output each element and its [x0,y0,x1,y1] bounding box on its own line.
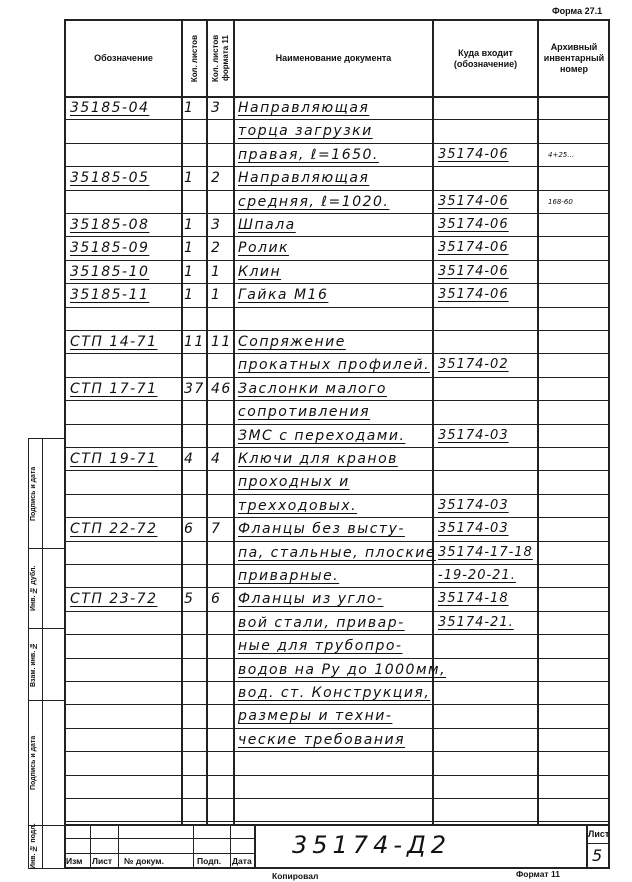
designation-cell: СТП 19-71 [70,451,158,467]
doc-name-line: приварные. [238,568,340,584]
sheets11-cell: 2 [211,170,222,187]
doc-name-line: прокатных профилей. [238,357,431,374]
sheets-cell: 5 [184,591,195,608]
doc-name-line: ческие требования [238,731,406,748]
doc-name-line: Направляющая [238,170,370,187]
designation-cell: СТП 17-71 [70,380,158,397]
footer-format: Формат 11 [516,869,560,879]
where-used-cell: -19-20-21. [438,568,516,583]
designation-cell: СТП 22-72 [70,521,158,538]
doc-name-line: торца загрузки [238,123,373,140]
doc-name-line: трехходовых. [238,497,358,514]
sheets11-cell: 11 [211,334,232,350]
sheets-cell: 6 [184,521,195,538]
side-label-sign-date-2: Подпись и дата [30,466,37,522]
doc-name-line: размеры и техни- [238,708,393,725]
where-used-cell: 35174-06 [438,287,509,303]
doc-name-line: Гайка М16 [238,287,329,304]
doc-name-line: Ролик [238,240,290,257]
designation-cell: 35185-08 [70,217,150,233]
designation-cell: 35185-05 [70,170,150,187]
where-used-cell: 35174-06 [438,217,509,232]
tb-col-izm: Изм [66,856,83,866]
sheets11-cell: 3 [211,100,222,116]
sheets-cell: 1 [184,170,195,187]
archive-note: 168-60 [548,197,573,206]
doc-name-line: средняя, ℓ=1020. [238,193,390,210]
sheets-cell: 1 [184,100,195,116]
doc-name-line: Заслонки малого [238,380,387,397]
tb-col-list: Лист [92,856,113,866]
where-used-cell: 35174-02 [438,357,509,373]
where-used-cell: 35174-03 [438,521,509,537]
where-used-cell: 35174-21. [438,614,514,630]
sheet-label: Лист [588,829,610,839]
sheets-cell: 37 [184,380,205,397]
header-sheets-format11: Кол. листов формата 11 [210,34,230,83]
header-sheets: Кол. листов [189,34,199,83]
designation-cell: 35185-10 [70,263,150,280]
doc-name-line: ные для трубопро- [238,638,403,655]
designation-cell: 35185-04 [70,100,150,116]
designation-cell: 35185-09 [70,240,150,257]
doc-number: 35174-Д2 [292,831,452,859]
designation-cell: СТП 14-71 [70,334,158,350]
designation-cell: СТП 23-72 [70,591,158,608]
side-label-inv-podl: Инв. № подл. [30,823,37,869]
tb-col-doc: № докум. [124,856,164,866]
sheets11-cell: 3 [211,217,222,233]
header-archive: Архивный инвентарный номер [543,42,605,74]
sheets-cell: 1 [184,217,195,233]
doc-name-line: водов на Ру до 1000мм, [238,661,447,678]
doc-name-line: Сопряжение [238,334,346,350]
where-used-cell: 35174-06 [438,263,509,279]
form-label: Форма 27.1 [552,6,603,16]
header-where-used: Куда входит (обозначение) [453,47,518,69]
sheets11-cell: 6 [211,591,222,608]
doc-name-line: Шпала [238,217,296,233]
doc-name-line: Направляющая [238,100,370,116]
where-used-cell: 35174-06 [438,146,509,162]
doc-name-line: вод. ст. Конструкция, [238,685,431,701]
sheets11-cell: 7 [211,521,222,538]
sheets-cell: 1 [184,287,195,304]
header-doc-name: Наименование документа [275,53,392,63]
where-used-cell: 35174-03 [438,497,509,513]
doc-name-line: па, стальные, плоские [238,544,437,561]
doc-name-line: проходных и [238,474,350,491]
doc-name-line: Ключи для кранов [238,451,398,467]
sheets11-cell: 46 [211,380,232,397]
sheet-number: 5 [592,846,604,865]
header-designation: Обозначение [94,53,153,63]
side-label-inv-dubl: Инв. № дубл. [30,565,37,611]
doc-name-line: ЗМС с переходами. [238,427,406,444]
sheets11-cell: 4 [211,451,222,467]
sheets11-cell: 1 [211,263,222,280]
where-used-cell: 35174-06 [438,240,509,256]
sheets-cell: 1 [184,263,195,280]
footer-copied: Копировал [272,871,319,881]
where-used-cell: 35174-03 [438,427,509,443]
doc-name-line: правая, ℓ=1650. [238,146,379,163]
where-used-cell: 35174-06 [438,193,509,209]
where-used-cell: 35174-18 [438,591,509,607]
tb-col-sign: Подп. [197,856,222,866]
doc-name-line: сопротивления [238,404,371,421]
doc-name-line: Клин [238,263,282,280]
doc-name-line: Фланцы без высту- [238,521,405,538]
sheets-cell: 11 [184,334,205,350]
side-label-sign-date-1: Подпись и дата [30,735,37,790]
doc-name-line: Фланцы из угло- [238,591,384,608]
sheets11-cell: 1 [211,287,222,304]
archive-note: 4+25… [548,150,575,159]
where-used-cell: 35174-17-18 [438,544,533,560]
sheets11-cell: 2 [211,240,222,257]
sheets-cell: 4 [184,451,195,467]
sheets-cell: 1 [184,240,195,257]
designation-cell: 35185-11 [70,287,150,304]
doc-name-line: вой стали, привар- [238,614,405,631]
side-label-vzam-inv: Взам. инв. № [30,641,37,687]
tb-col-date: Дата [232,856,252,866]
